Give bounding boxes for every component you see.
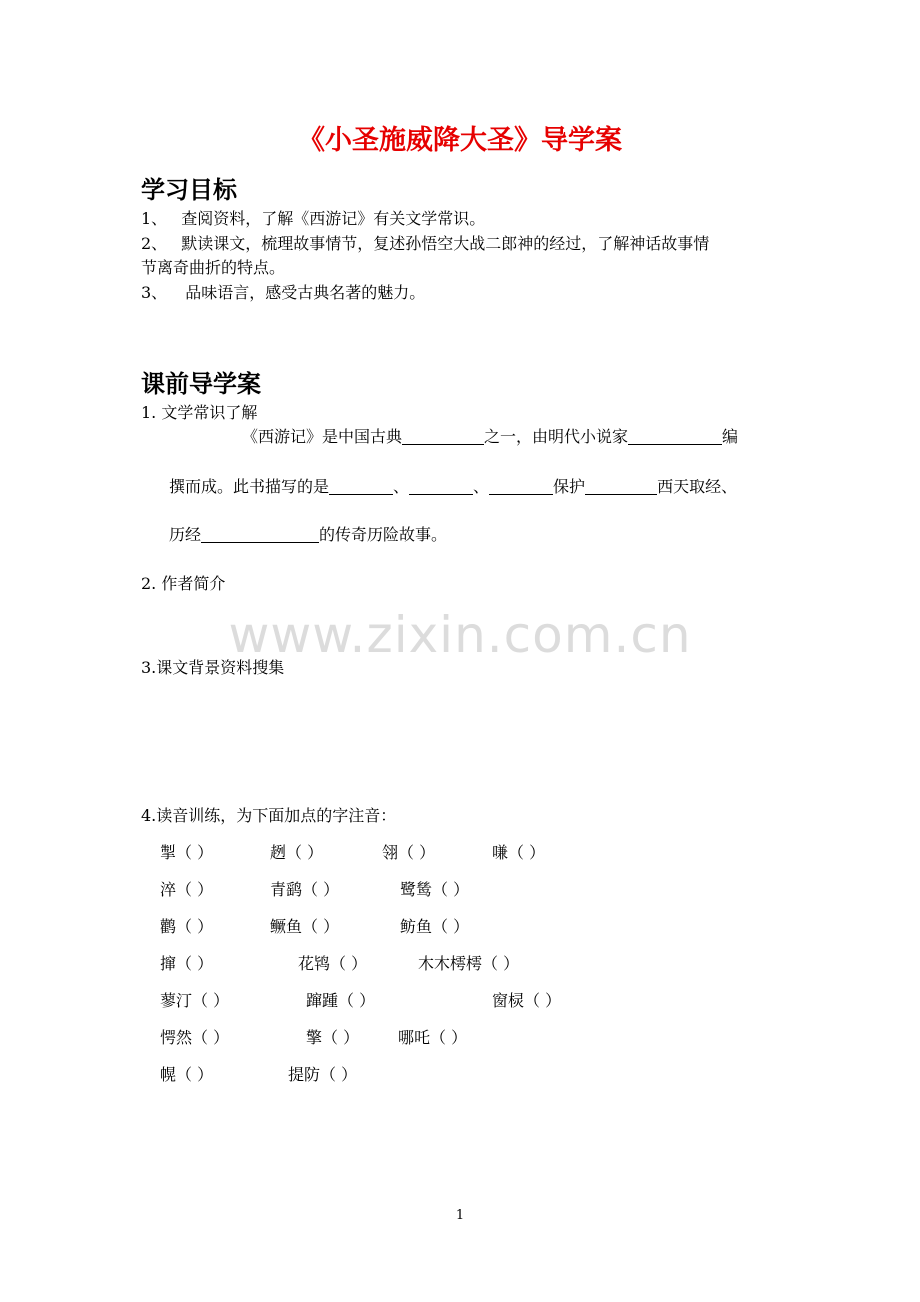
blank-hardships[interactable] (201, 526, 319, 543)
pinyin-item: 幌（ ） (160, 1065, 214, 1084)
pinyin-item: 花鸨（ ） (298, 954, 368, 973)
objective-number: 2、 (141, 234, 168, 253)
pinyin-item: 木木樗樗（ ） (418, 954, 520, 973)
pinyin-item: 撺（ ） (160, 954, 214, 973)
pinyin-item: 哪吒（ ） (398, 1028, 468, 1047)
pinyin-item: 青鹞（ ） (270, 880, 340, 899)
pinyin-item: 翎（ ） (382, 843, 436, 862)
page-number: 1 (455, 1208, 465, 1223)
preview-heading: 课前导学案 (141, 370, 261, 398)
objective-number: 3、 (141, 283, 168, 302)
section-1-label: 1. 文学常识了解 (141, 403, 258, 422)
objective-item-3 (141, 282, 425, 304)
fill-text: 《西游记》是中国古典 (242, 427, 403, 446)
pinyin-item: 蓼汀（ ） (160, 991, 230, 1010)
pinyin-item: 趔（ ） (270, 843, 324, 862)
fill-text: 编 (722, 427, 739, 446)
pinyin-item: 窗棂（ ） (492, 991, 562, 1010)
pinyin-item: 擎（ ） (306, 1028, 360, 1047)
objective-text: 品味语言，感受古典名著的魅力。 (185, 283, 426, 302)
fill-text: 历经 (169, 525, 202, 544)
pinyin-item: 愕然（ ） (160, 1028, 230, 1047)
pinyin-item: 蹿踵（ ） (306, 991, 376, 1010)
objective-text: 默读课文，梳理故事情节，复述孙悟空大战二郎神的经过，了解神话故事情 (181, 234, 710, 253)
blank-character-2[interactable] (409, 478, 473, 495)
fill-text: 之一，由明代小说家 (484, 427, 629, 446)
pinyin-item: 鹭鸶（ ） (400, 880, 470, 899)
objective-item-1 (141, 208, 485, 230)
pinyin-item: 鳜鱼（ ） (270, 917, 340, 936)
fill-text: 、 (473, 477, 490, 496)
fill-text: 保护 (553, 477, 586, 496)
watermark: www.zixin.com.cn (228, 606, 692, 664)
fill-text: 、 (393, 477, 410, 496)
section-2-label: 2. 作者简介 (141, 574, 226, 593)
pinyin-item: 鹳（ ） (160, 917, 214, 936)
blank-author[interactable] (628, 428, 722, 445)
pinyin-item: 淬（ ） (160, 880, 214, 899)
objectives-heading: 学习目标 (141, 176, 237, 204)
fill-line-2 (169, 476, 737, 498)
section-4-label: 4.读音训练，为下面加点的字注音： (141, 806, 397, 825)
fill-text: 西天取经、 (657, 477, 738, 496)
blank-character-1[interactable] (329, 478, 393, 495)
pinyin-item: 掣（ ） (160, 843, 214, 862)
fill-text: 撰而成。此书描写的是 (169, 477, 330, 496)
objective-item-2 (141, 233, 709, 255)
pinyin-item: 嗛（ ） (492, 843, 546, 862)
objective-number: 1、 (141, 209, 168, 228)
fill-line-1 (242, 426, 738, 448)
blank-classic-novel[interactable] (402, 428, 484, 445)
objective-item-2-continued: 节离奇曲折的特点。 (141, 258, 286, 277)
blank-protected[interactable] (585, 478, 657, 495)
blank-character-3[interactable] (489, 478, 553, 495)
pinyin-item: 提防（ ） (288, 1065, 358, 1084)
fill-line-3 (169, 524, 447, 546)
pinyin-item: 鲂鱼（ ） (400, 917, 470, 936)
document-title: 《小圣施威降大圣》导学案 (298, 125, 622, 156)
fill-text: 的传奇历险故事。 (319, 525, 448, 544)
objective-text: 查阅资料，了解《西游记》有关文学常识。 (181, 209, 486, 228)
section-3-label: 3.课文背景资料搜集 (141, 658, 285, 677)
